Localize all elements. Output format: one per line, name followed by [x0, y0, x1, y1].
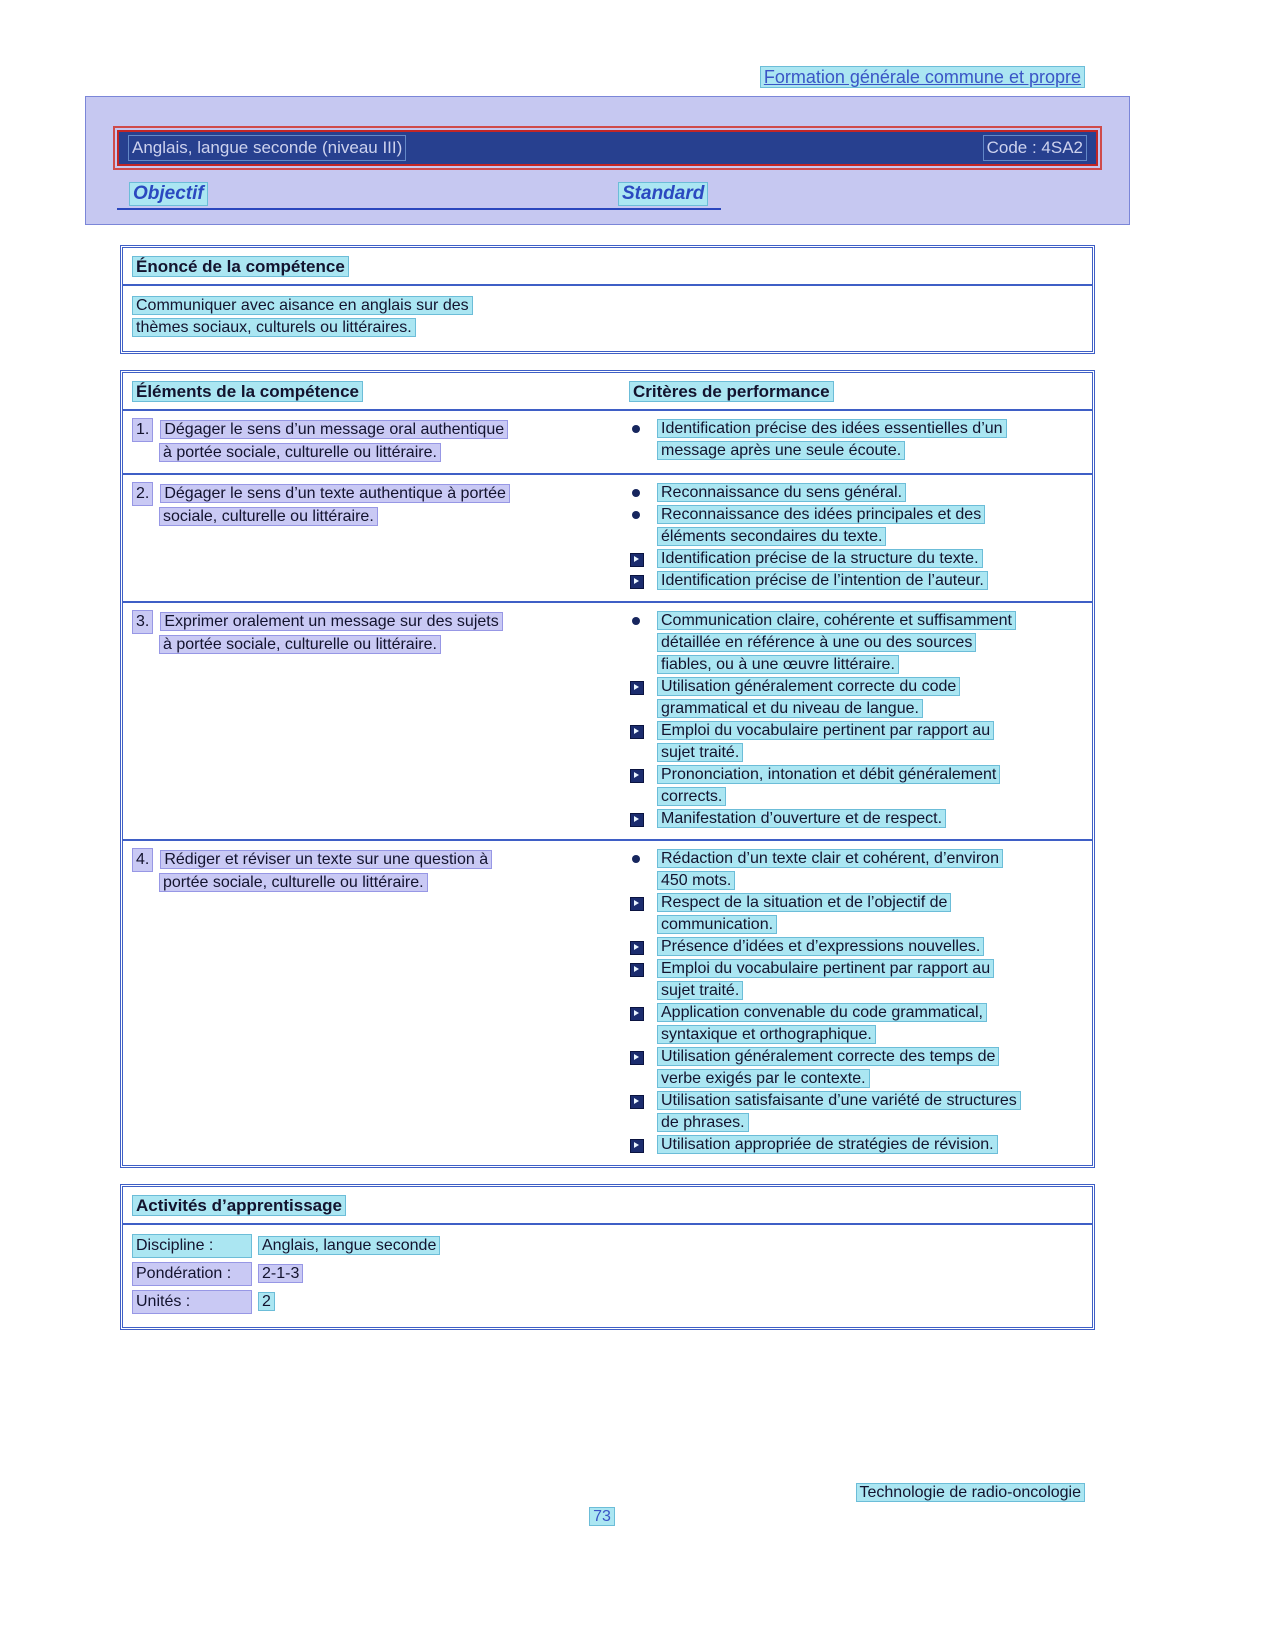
bullet-icon	[629, 570, 657, 592]
element-statement	[123, 610, 620, 830]
enonce-header: Énoncé de la compétence	[132, 256, 349, 277]
criterion	[620, 548, 1092, 570]
element-statement	[123, 848, 620, 1156]
criterion-line: syntaxique et orthographique.	[657, 1025, 876, 1044]
activity-row	[132, 1234, 1083, 1258]
activity-label: Pondération :	[132, 1262, 252, 1286]
criterion-line: Utilisation satisfaisante d’une variété de structures	[657, 1091, 1021, 1110]
elements-header-row	[123, 373, 1092, 411]
activity-value: 2	[258, 1292, 275, 1311]
criterion-line: Utilisation appropriée de stratégies de révision.	[657, 1135, 998, 1154]
criterion-line: corrects.	[657, 787, 726, 806]
element-row	[123, 411, 1092, 473]
element-text-line: Dégager le sens d’un message oral authentique	[160, 420, 508, 439]
criterion-line: Communication claire, cohérente et suffisamment	[657, 611, 1016, 630]
activity-row	[132, 1262, 1083, 1286]
bullet-icon	[629, 676, 657, 698]
activity-label: Unités :	[132, 1290, 252, 1314]
element-criteria	[620, 482, 1092, 592]
element-text-line: Exprimer oralement un message sur des sujets	[160, 612, 502, 631]
enonce-line: thèmes sociaux, culturels ou littéraires.	[132, 318, 416, 337]
element-text-line: Rédiger et réviser un texte sur une question à	[160, 850, 492, 869]
criterion-line: détaillée en référence à une ou des sources	[657, 633, 976, 652]
bullet-icon	[629, 958, 657, 980]
criterion-line: verbe exigés par le contexte.	[657, 1069, 870, 1088]
standard-heading: Standard	[618, 182, 708, 206]
criterion-line: Emploi du vocabulaire pertinent par rapport au	[657, 959, 994, 978]
criterion	[620, 482, 1092, 504]
activites-header: Activités d’apprentissage	[132, 1195, 346, 1216]
criterion-line: Reconnaissance des idées principales et des	[657, 505, 985, 524]
criterion	[620, 808, 1092, 830]
enonce-table	[120, 245, 1095, 354]
element-text-line: Dégager le sens d’un texte authentique à portée	[160, 484, 510, 503]
bullet-icon	[629, 808, 657, 830]
element-number: 3.	[132, 610, 153, 634]
objectif-standard-row	[117, 180, 721, 210]
enonce-line: Communiquer avec aisance en anglais sur des	[132, 296, 473, 315]
bullet-icon	[629, 1134, 657, 1156]
bullet-icon	[629, 848, 657, 870]
criterion	[620, 570, 1092, 592]
bullet-icon	[629, 936, 657, 958]
criterion-line: Présence d’idées et d’expressions nouvelles.	[657, 937, 984, 956]
criteres-header: Critères de performance	[629, 381, 834, 402]
criterion-line: fiables, ou à une œuvre littéraire.	[657, 655, 899, 674]
element-text-line: portée sociale, culturelle ou littéraire.	[159, 873, 428, 892]
activity-value: 2-1-3	[258, 1264, 303, 1283]
element-statement	[123, 482, 620, 592]
criterion-line: message après une seule écoute.	[657, 441, 905, 460]
objectif-heading: Objectif	[129, 182, 208, 206]
criterion-line: Identification précise des idées essentielles d’un	[657, 419, 1007, 438]
element-row	[123, 839, 1092, 1165]
criterion-line: Emploi du vocabulaire pertinent par rapport au	[657, 721, 994, 740]
bullet-icon	[629, 548, 657, 570]
criterion-line: Utilisation généralement correcte du code	[657, 677, 960, 696]
element-number: 2.	[132, 482, 153, 506]
bullet-icon	[629, 610, 657, 632]
activites-header-row	[123, 1187, 1092, 1225]
element-text-line: à portée sociale, culturelle ou littéraire.	[159, 443, 441, 462]
criterion-line: Prononciation, intonation et débit généralement	[657, 765, 1000, 784]
activites-table	[120, 1184, 1095, 1330]
title-block	[85, 96, 1130, 225]
element-number: 4.	[132, 848, 153, 872]
criterion-line: 450 mots.	[657, 871, 735, 890]
criterion	[620, 848, 1092, 892]
activity-value: Anglais, langue seconde	[258, 1236, 440, 1255]
criterion-line: Application convenable du code grammatical,	[657, 1003, 987, 1022]
criterion-line: Identification précise de la structure du texte.	[657, 549, 983, 568]
criterion-line: éléments secondaires du texte.	[657, 527, 886, 546]
enonce-header-row	[123, 248, 1092, 286]
criterion	[620, 418, 1092, 462]
activity-label: Discipline :	[132, 1234, 252, 1258]
criterion	[620, 504, 1092, 548]
criterion-line: communication.	[657, 915, 777, 934]
course-title-bar	[117, 130, 1098, 166]
element-row	[123, 473, 1092, 601]
criterion-line: Utilisation généralement correcte des temps de	[657, 1047, 999, 1066]
page-header	[0, 0, 1275, 88]
footer-program-name: Technologie de radio-oncologie	[856, 1482, 1086, 1504]
criterion-line: Manifestation d’ouverture et de respect.	[657, 809, 946, 828]
criterion-line: Rédaction d’un texte clair et cohérent, d’environ	[657, 849, 1003, 868]
element-text-line: à portée sociale, culturelle ou littéraire.	[159, 635, 441, 654]
bullet-icon	[629, 1002, 657, 1024]
course-title: Anglais, langue seconde (niveau III)	[128, 135, 406, 161]
activity-row	[132, 1290, 1083, 1314]
bullet-icon	[629, 504, 657, 526]
element-criteria	[620, 418, 1092, 464]
criterion	[620, 720, 1092, 764]
header-formation-title: Formation générale commune et propre	[760, 66, 1085, 88]
criterion	[620, 1002, 1092, 1046]
criterion	[620, 892, 1092, 936]
criterion	[620, 764, 1092, 808]
activites-body	[123, 1225, 1092, 1327]
element-number: 1.	[132, 418, 153, 442]
bullet-icon	[629, 892, 657, 914]
bullet-icon	[629, 418, 657, 440]
criterion-line: de phrases.	[657, 1113, 749, 1132]
criterion-line: grammatical et du niveau de langue.	[657, 699, 923, 718]
bullet-icon	[629, 1090, 657, 1112]
criterion-line: Respect de la situation et de l’objectif de	[657, 893, 951, 912]
criterion-line: Identification précise de l’intention de l’auteur.	[657, 571, 988, 590]
enonce-body	[123, 286, 1092, 351]
criterion	[620, 958, 1092, 1002]
criterion-line: sujet traité.	[657, 743, 743, 762]
page-number: 73	[557, 1506, 647, 1528]
bullet-icon	[629, 1046, 657, 1068]
course-code: Code : 4SA2	[983, 135, 1087, 161]
elements-table	[120, 370, 1095, 1168]
element-row	[123, 601, 1092, 839]
criterion	[620, 1046, 1092, 1090]
criterion	[620, 610, 1092, 676]
element-statement	[123, 418, 620, 464]
bullet-icon	[629, 482, 657, 504]
elements-header: Éléments de la compétence	[132, 381, 363, 402]
criterion-line: Reconnaissance du sens général.	[657, 483, 906, 502]
criterion	[620, 936, 1092, 958]
element-criteria	[620, 610, 1092, 830]
criterion	[620, 676, 1092, 720]
element-criteria	[620, 848, 1092, 1156]
bullet-icon	[629, 764, 657, 786]
criterion	[620, 1090, 1092, 1134]
element-text-line: sociale, culturelle ou littéraire.	[159, 507, 378, 526]
criterion	[620, 1134, 1092, 1156]
criterion-line: sujet traité.	[657, 981, 743, 1000]
bullet-icon	[629, 720, 657, 742]
